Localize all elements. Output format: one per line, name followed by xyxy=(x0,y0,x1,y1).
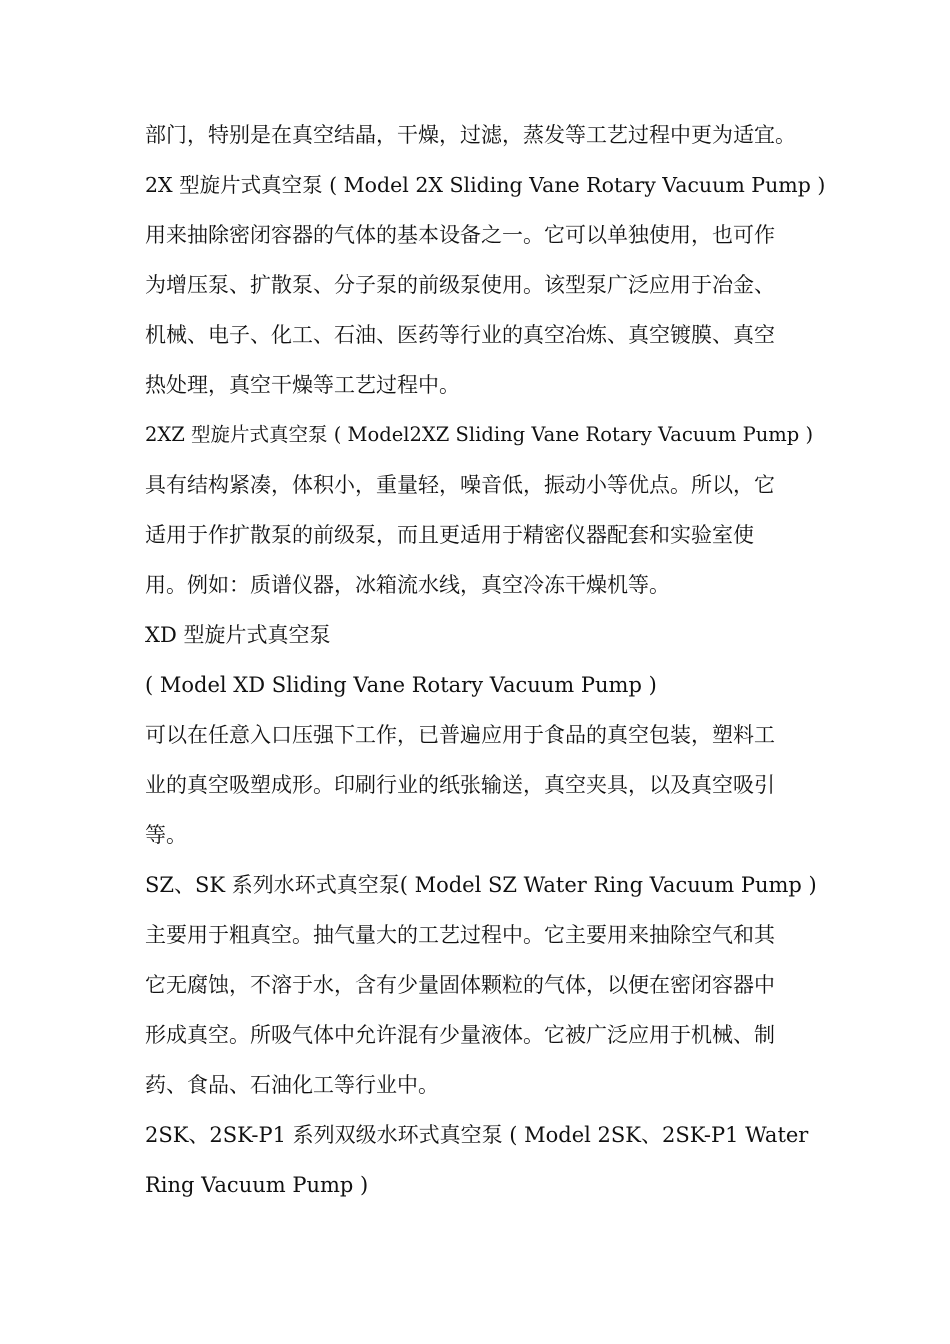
text-line: 具有结构紧凑，体积小，重量轻，噪音低，振动小等优点。所以，它 xyxy=(145,473,775,497)
text-line: 它无腐蚀，不溶于水，含有少量固体颗粒的气体，以便在密闭容器中 xyxy=(145,973,775,997)
body-text xyxy=(145,110,825,1210)
text-line: 业的真空吸塑成形。印刷行业的纸张输送，真空夹具，以及真空吸引 xyxy=(145,773,775,797)
heading-2x-pump: 2X 型旋片式真空泵 ( Model 2X Sliding Vane Rotary Vacuum Pump ) xyxy=(145,173,826,197)
text-line: 部门，特别是在真空结晶，干燥，过滤，蒸发等工艺过程中更为适宜。 xyxy=(145,123,796,147)
text-line: 为增压泵、扩散泵、分子泵的前级泵使用。该型泵广泛应用于冶金、 xyxy=(145,273,775,297)
heading-2sk-pump: 2SK、2SK-P1 系列双级水环式真空泵 ( Model 2SK、2SK-P1 Water xyxy=(145,1123,809,1147)
text-line: 用来抽除密闭容器的气体的基本设备之一。它可以单独使用，也可作 xyxy=(145,223,775,247)
heading-2sk-pump-continued: Ring Vacuum Pump ) xyxy=(145,1173,369,1197)
text-line: 主要用于粗真空。抽气量大的工艺过程中。它主要用来抽除空气和其 xyxy=(145,923,775,947)
text-line: 药、食品、石油化工等行业中。 xyxy=(145,1073,439,1097)
heading-sz-sk-pump: SZ、SK 系列水环式真空泵( Model SZ Water Ring Vacuum Pump ) xyxy=(145,873,817,897)
heading-2xz-pump: 2XZ 型旋片式真空泵 ( Model2XZ Sliding Vane Rotary Vacuum Pump ) xyxy=(145,423,814,446)
text-line: 可以在任意入口压强下工作，已普遍应用于食品的真空包装，塑料工 xyxy=(145,723,775,747)
text-line: 用。例如：质谱仪器，冰箱流水线，真空冷冻干燥机等。 xyxy=(145,573,670,597)
text-line: 适用于作扩散泵的前级泵，而且更适用于精密仪器配套和实验室使 xyxy=(145,523,754,547)
text-line: 等。 xyxy=(145,823,187,847)
heading-xd-pump-english: ( Model XD Sliding Vane Rotary Vacuum Pump ) xyxy=(145,673,657,697)
text-line: 机械、电子、化工、石油、医药等行业的真空冶炼、真空镀膜、真空 xyxy=(145,323,775,347)
heading-xd-pump: XD 型旋片式真空泵 xyxy=(145,623,331,647)
text-line: 形成真空。所吸气体中允许混有少量液体。它被广泛应用于机械、制 xyxy=(145,1023,775,1047)
text-line: 热处理，真空干燥等工艺过程中。 xyxy=(145,373,460,397)
